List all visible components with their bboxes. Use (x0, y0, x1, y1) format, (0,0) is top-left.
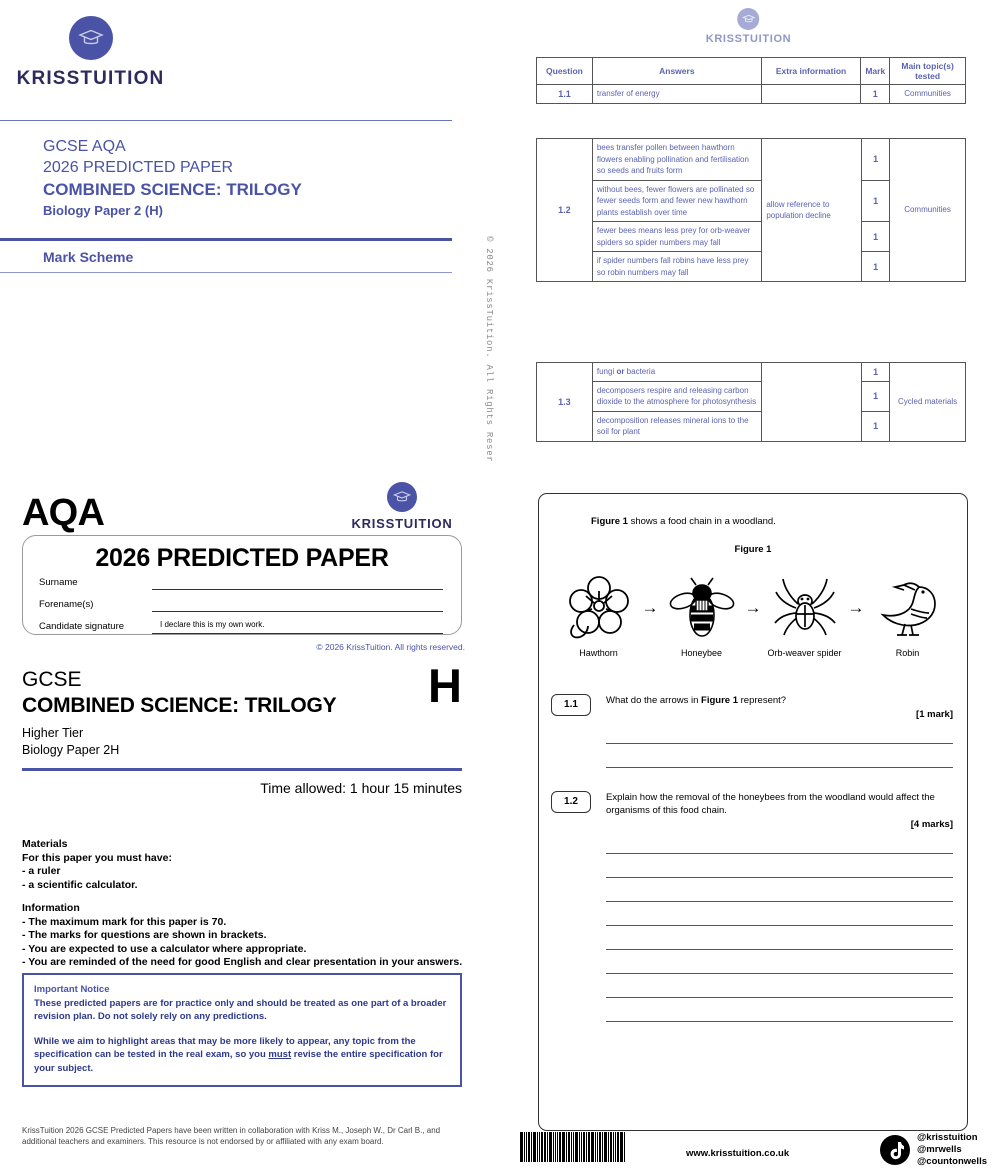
cover-line-2: 2026 PREDICTED PAPER (43, 159, 233, 176)
answer-text-bacteria: bacteria (624, 367, 656, 376)
cell-mark: 1 (862, 381, 890, 411)
mark-scheme-table-page (500, 0, 997, 470)
tier-label: Higher Tier (22, 726, 84, 740)
paper-label: Biology Paper 2H (22, 743, 120, 757)
cell-answer: fewer bees means less prey for orb-weaver spiders so spider numbers may fall (592, 222, 762, 252)
mark-scheme-table-block-1 (536, 57, 966, 104)
spider-icon (768, 571, 842, 645)
food-chain-label: Robin (895, 648, 920, 658)
candidate-details-box (22, 535, 462, 635)
cell-mark: 1 (862, 139, 890, 181)
notice-paragraph-1: These predicted papers are for practice only and should be treated as one part of a broader revision plan. Do not solely rely on any predictions. (34, 997, 447, 1022)
handle: @countonwells (917, 1156, 987, 1167)
cell-question: 1.3 (537, 363, 593, 442)
tier-and-paper (22, 725, 119, 759)
cell-mark: 1 (862, 180, 890, 222)
answer-line[interactable] (606, 998, 953, 1022)
header-question: Question (537, 58, 593, 85)
cell-question: 1.1 (537, 85, 593, 104)
information-line: - The maximum mark for this paper is 70. (22, 915, 227, 928)
mark-scheme-table-block-2 (536, 138, 966, 282)
notice-p2-a: While we aim to highlight areas that may be more likely to appear, any topic from the specification can be tested in the real exam, so you (34, 1035, 416, 1060)
graduation-cap-icon (69, 16, 113, 60)
cell-answer: bees transfer pollen between hawthorn flowers enabling pollination and fertilisation so seeds and fruits form (592, 139, 762, 181)
surname-line (152, 589, 443, 590)
question-1-1 (551, 694, 953, 768)
arrow-icon: → (744, 597, 762, 617)
notice-p2-must: must (268, 1049, 292, 1060)
cover-title-block (43, 136, 302, 220)
cell-topic: Communities (890, 139, 966, 282)
food-chain-item-honeybee (663, 571, 741, 659)
aqa-logo: AQA (22, 492, 105, 534)
question-paper-page (500, 470, 997, 1174)
cell-mark: 1 (862, 411, 890, 441)
declaration-text: I declare this is my own work. (160, 620, 265, 629)
predicted-paper-banner: 2026 PREDICTED PAPER (95, 544, 389, 572)
krisstuition-logo-small (706, 8, 792, 45)
cell-extra (761, 85, 861, 104)
handle: @mrwells (917, 1144, 962, 1155)
q-text-a: What do the arrows in (606, 695, 702, 706)
food-chain-item-robin (869, 571, 947, 659)
bird-icon (871, 571, 945, 645)
cover-line-4: Biology Paper 2 (H) (43, 203, 163, 218)
arrow-icon: → (847, 597, 865, 617)
answer-line[interactable] (606, 878, 953, 902)
question-paper-cover-page (0, 470, 500, 1174)
question-marks: [1 mark] (916, 709, 953, 720)
cell-mark: 1 (862, 363, 890, 382)
forename-label: Forename(s) (39, 599, 94, 610)
figure-intro (591, 516, 776, 527)
information-block (22, 902, 462, 970)
subject-title: COMBINED SCIENCE: TRILOGY (22, 694, 337, 717)
cell-answer: if spider numbers fall robins have less prey so robin numbers may fall (592, 252, 762, 282)
arrow-icon: → (641, 597, 659, 617)
surname-field[interactable] (37, 573, 447, 595)
cell-mark: 1 (862, 222, 890, 252)
cell-question: 1.2 (537, 139, 593, 282)
website-url[interactable]: www.krisstuition.co.uk (686, 1148, 790, 1159)
brand-name: KRISSTUITION (351, 516, 453, 531)
cell-mark: 1 (862, 252, 890, 282)
question-number-badge: 1.2 (551, 791, 591, 813)
notice-p2-b: revise the entire specification for your subject. (34, 1049, 443, 1074)
information-line: - You are reminded of the need for good English and clear presentation in your answers. (22, 956, 463, 968)
answer-line[interactable] (606, 854, 953, 878)
cover-line-1: GCSE AQA (43, 138, 126, 155)
mark-scheme-table-block-3 (536, 362, 966, 442)
handle: @krisstuition (917, 1132, 978, 1143)
food-chain-diagram (557, 560, 949, 670)
table-row (537, 363, 966, 382)
food-chain-label: Honeybee (680, 648, 723, 658)
forename-line (152, 611, 443, 612)
signature-line (152, 633, 443, 634)
answer-line[interactable] (606, 720, 953, 744)
brand-name-small: KRISSTUITION (705, 33, 792, 45)
food-chain-label: Orb-weaver spider (767, 648, 842, 658)
divider-middle (0, 238, 452, 241)
brand-name: KRISSTUITION (16, 68, 165, 89)
answer-line[interactable] (606, 974, 953, 998)
tiktok-icon[interactable] (880, 1135, 910, 1165)
graduation-cap-icon (387, 482, 417, 512)
vertical-copyright-a: © 2026 KrissTuition. All Rights Reser (484, 236, 494, 463)
answer-text-fungi: fungi (596, 367, 617, 376)
answer-line[interactable] (606, 926, 953, 950)
food-chain-item-spider (766, 571, 844, 659)
answer-line[interactable] (606, 744, 953, 768)
question-marks: [4 marks] (910, 819, 953, 830)
important-notice-box (22, 973, 462, 1087)
time-allowed: Time allowed: 1 hour 15 minutes (260, 780, 462, 796)
cover-footer-text: KrissTuition 2026 GCSE Predicted Papers have been written in collaboration with Kriss M., Joseph W., Dr Carl B., and additional teachers and examiners. This resource is not endorsed by or affiliated with any exam board. (22, 1126, 441, 1146)
question-number-badge: 1.1 (551, 694, 591, 716)
question-text (606, 694, 953, 707)
cell-mark: 1 (861, 85, 890, 104)
figure-caption: Figure 1 (734, 544, 772, 555)
social-block (880, 1132, 987, 1168)
materials-block (22, 838, 172, 892)
materials-line: For this paper you must have: (22, 851, 172, 864)
information-line: - The marks for questions are shown in brackets. (22, 929, 267, 941)
qualification-label: GCSE (22, 668, 82, 691)
table-header-row (537, 58, 966, 85)
cell-extra (762, 363, 862, 442)
header-answers: Answers (592, 58, 761, 85)
cell-extra: allow reference to population decline (762, 139, 862, 282)
figure-intro-bold: Figure 1 (591, 516, 628, 527)
question-frame (538, 493, 968, 1131)
signature-label: Candidate signature (39, 621, 125, 632)
q-text-bold: Figure 1 (701, 695, 738, 706)
information-line: - You are expected to use a calculator where appropriate. (22, 942, 307, 955)
food-chain-label: Hawthorn (579, 648, 618, 658)
q-text-b: represent? (738, 695, 787, 706)
barcode-icon (520, 1132, 640, 1162)
cell-answer (592, 363, 762, 382)
answer-line[interactable] (606, 830, 953, 854)
cell-topic: Communities (890, 85, 966, 104)
divider-top (0, 120, 452, 121)
notice-paragraph-2 (34, 1035, 450, 1076)
social-handles (917, 1132, 987, 1168)
question-text: Explain how the removal of the honeybees from the woodland would affect the organisms of this food chain. (606, 792, 935, 816)
table-row (537, 85, 966, 104)
document-type-label: Mark Scheme (43, 249, 134, 265)
cell-answer: transfer of energy (592, 85, 761, 104)
table-row (537, 139, 966, 181)
tier-letter: H (428, 659, 462, 712)
materials-line: - a ruler (22, 865, 61, 877)
bee-icon (665, 571, 739, 645)
cell-answer: decomposers respire and releasing carbon dioxide to the atmosphere for photosynthesis (592, 381, 762, 411)
food-chain-item-hawthorn (560, 571, 638, 659)
cell-answer: decomposition releases mineral ions to the soil for plant (592, 411, 762, 441)
divider-purple (22, 768, 462, 771)
flower-icon (562, 571, 636, 645)
cell-topic: Cycled materials (890, 363, 966, 442)
divider-bottom (0, 272, 452, 273)
materials-heading: Materials (22, 838, 68, 850)
header-mark: Mark (861, 58, 890, 85)
surname-label: Surname (39, 577, 78, 588)
mark-scheme-cover-page (0, 0, 500, 470)
forename-field[interactable] (37, 595, 447, 617)
cover-line-3: COMBINED SCIENCE: TRILOGY (43, 180, 302, 199)
information-heading: Information (22, 902, 80, 914)
header-extra-information: Extra information (761, 58, 861, 85)
question-1-2 (551, 791, 953, 1022)
answer-line[interactable] (606, 902, 953, 926)
cover-copyright: © 2026 KrissTuition. All rights reserved. (316, 642, 465, 652)
notice-title: Important Notice (34, 984, 110, 995)
answer-line[interactable] (606, 950, 953, 974)
materials-line: - a scientific calculator. (22, 878, 138, 891)
figure-intro-rest: shows a food chain in a woodland. (627, 516, 776, 527)
cell-answer: without bees, fewer flowers are pollinated so fewer seeds form and fewer new hawthorn plants establish over time (592, 180, 762, 222)
krisstuition-logo (18, 16, 163, 90)
header-main-topics: Main topic(s) tested (890, 58, 966, 85)
krisstuition-logo (342, 482, 462, 531)
graduation-cap-icon (737, 8, 759, 30)
answer-text-or: or (616, 367, 625, 376)
